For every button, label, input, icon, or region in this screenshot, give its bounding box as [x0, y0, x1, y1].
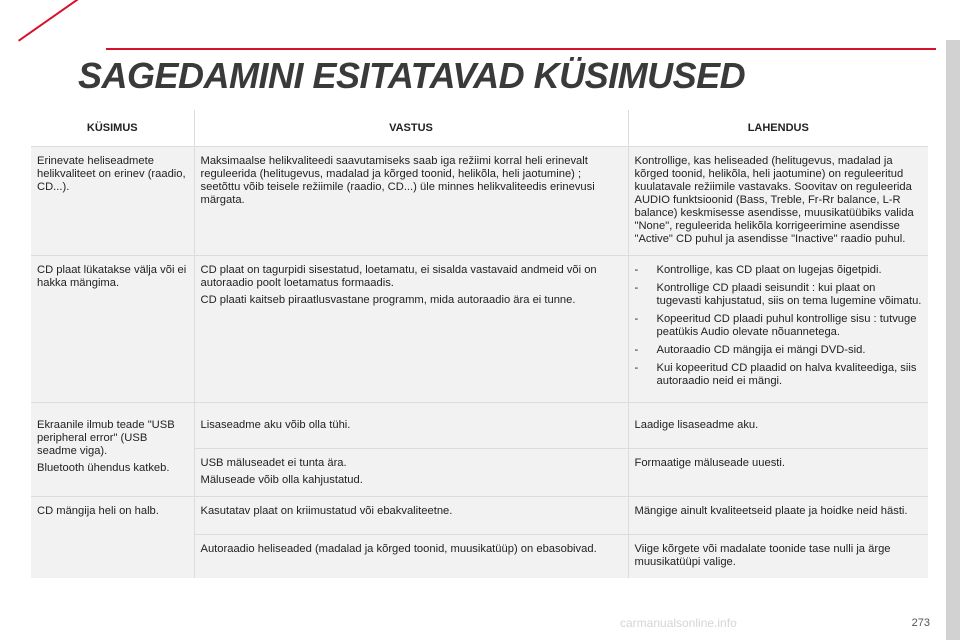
- question-cell: [31, 256, 194, 403]
- column-header-solution: LAHENDUS: [628, 110, 928, 147]
- table-row: [31, 147, 928, 256]
- question-text: CD mängija heli on halb.: [37, 505, 159, 517]
- answer-text: Maksimaalse helikvaliteedi saavutamiseks saab iga režiimi korral heli erinevalt reguleerida (helitugevus, madalad ja kõrged toonid, helikõla, heli jaotumine) ; seetõttu võib teisele režiimile (raadio, CD...) üle minnes helikvaliteedis erinevusi märgata.: [200, 155, 595, 206]
- solution-text: Kontrollige, kas heliseaded (helitugevus, madalad ja kõrged toonid, helikõla, heli jaotumine) on reguleeritud kuulatavale režiimile vastavaks. Soovitav on reguleerida AUDIO funktsioonid (Bass, Treble, Fr-Rr balance, L-R balance) keskmisesse asendisse, muusikatüübiks valida "None", reguleerida helikõla korrigeerimine asendisse "Active" CD puhul ja asendisse "Inactive" raadio puhul.: [634, 155, 914, 245]
- list-item: - Kontrollige, kas CD plaat on lugejas õigetpidi.: [635, 264, 923, 277]
- solution-cell: [628, 147, 928, 256]
- answer-cell: [194, 449, 628, 497]
- answer-cell: [194, 147, 628, 256]
- question-text: CD plaat lükatakse välja või ei hakka mängima.: [37, 264, 187, 289]
- watermark-text: carmanualsonline.info: [620, 616, 737, 630]
- answer-cell: [194, 256, 628, 403]
- answer-text: Lisaseadme aku võib olla tühi.: [200, 419, 351, 431]
- page-number: 273: [911, 617, 930, 629]
- question-cell: [31, 403, 194, 497]
- answer-text: Mäluseade võib olla kahjustatud.: [200, 474, 363, 486]
- answer-text: CD plaati kaitseb piraatlusvastane programm, mida autoraadio ära ei tunne.: [200, 294, 576, 306]
- question-text: Ekraanile ilmub teade "USB peripheral error" (USB seadme viga).: [37, 419, 175, 457]
- question-text: Bluetooth ühendus katkeb.: [37, 462, 170, 474]
- header-red-line: [106, 48, 936, 50]
- header-red-diagonal: [18, 0, 109, 42]
- solution-cell: [628, 535, 928, 579]
- question-cell: [31, 147, 194, 256]
- answer-text: Kasutatav plaat on kriimustatud või ebakvaliteetne.: [200, 505, 453, 517]
- faq-table: [31, 110, 928, 578]
- list-item: - Autoraadio CD mängija ei mängi DVD-sid.: [635, 344, 923, 357]
- table-row: [31, 403, 928, 449]
- solution-text: Mängige ainult kvaliteetseid plaate ja hoidke neid hästi.: [634, 505, 908, 517]
- answer-text: Autoraadio heliseaded (madalad ja kõrged toonid, muusikatüüp) on ebasobivad.: [200, 543, 597, 555]
- faq-table-wrapper: [31, 110, 928, 578]
- answer-cell: [194, 535, 628, 579]
- solution-text: Laadige lisaseadme aku.: [634, 419, 759, 431]
- solution-text: Viige kõrgete või madalate toonide tase nulli ja ärge muusikatüüpi valige.: [634, 543, 891, 568]
- column-header-question: KÜSIMUS: [31, 110, 194, 147]
- answer-text: USB mäluseadet ei tunta ära.: [200, 457, 347, 469]
- solution-cell: [628, 497, 928, 535]
- solution-text: Formaatige mäluseade uuesti.: [634, 457, 785, 469]
- page-title: SAGEDAMINI ESITATAVAD KÜSIMUSED: [78, 55, 746, 96]
- list-item: - Kui kopeeritud CD plaadid on halva kvaliteediga, siis autoraadio neid ei mängi.: [635, 362, 923, 388]
- answer-cell: [194, 497, 628, 535]
- answer-cell: [194, 403, 628, 449]
- solution-list: [635, 264, 923, 388]
- column-header-answer: VASTUS: [194, 110, 628, 147]
- question-text: Erinevate heliseadmete helikvaliteet on erinev (raadio, CD...).: [37, 155, 186, 193]
- answer-text: CD plaat on tagurpidi sisestatud, loetamatu, ei sisalda vastavaid andmeid või on autoraadio poolt loetamatus formaadis.: [200, 264, 597, 289]
- question-cell: [31, 497, 194, 579]
- list-item: - Kopeeritud CD plaadi puhul kontrollige sisu : tutvuge peatükis Audio olevate nõuannetega.: [635, 313, 923, 339]
- solution-cell: [628, 403, 928, 449]
- table-row: [31, 256, 928, 403]
- list-item: - Kontrollige CD plaadi seisundit : kui plaat on tugevasti kahjustatud, siis on tema lugemine võimatu.: [635, 282, 923, 308]
- solution-cell: [628, 256, 928, 403]
- side-tab-bar: [946, 40, 960, 640]
- table-header-row: [31, 110, 928, 147]
- solution-cell: [628, 449, 928, 497]
- table-row: [31, 497, 928, 535]
